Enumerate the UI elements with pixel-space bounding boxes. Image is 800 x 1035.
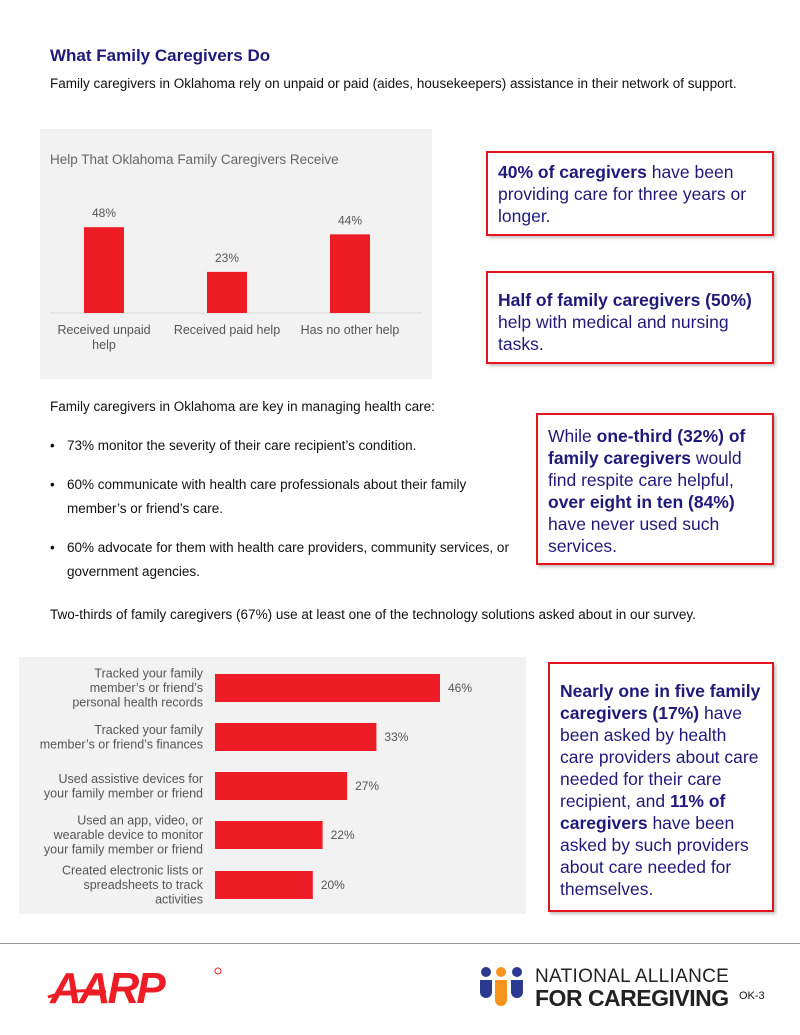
bullet-marker: • [50,540,55,555]
callout-bold-text: 40% of caregivers [498,162,647,182]
callout-bold-text: Nearly one in five family caregivers (17%) [560,681,761,723]
category-label: Received unpaid [57,323,151,337]
callout-text: have been asked by health care providers about care needed for their care recipient, and [560,703,759,811]
bar [215,871,313,899]
technology-use-chart-svg [19,657,526,914]
help-received-chart-svg [40,129,432,379]
category-label: spreadsheets to track [83,878,203,892]
footer-divider [0,943,800,944]
category-label: your family member or friend [43,786,203,801]
category-label: Received paid help [173,323,281,337]
aarp-logo-wordmark: AARP [50,965,163,1009]
list-item-text: 60% advocate for them with health care providers, community services, or government agencies. [67,540,509,579]
page-id: OK-3 [739,990,765,1002]
list-item [50,473,510,521]
bar [215,821,323,849]
bar [330,234,370,313]
callout-text: have been asked by such providers about care needed for themselves. [560,813,749,899]
technology-use-chart [19,657,526,914]
category-label: Tracked your family [94,722,203,737]
bar [215,723,376,751]
intro-paragraph: Family caregivers in Oklahoma rely on unpaid or paid (aides, housekeepers) assistance in their network of support. [50,76,737,91]
category-label: Has no other help [300,323,400,337]
nac-logo-line2: FOR CAREGIVING [535,985,729,1011]
list-item-text: 60% communicate with health care professionals about their family member’s or friend’s care. [67,477,467,516]
health-care-lead: Family caregivers in Oklahoma are key in managing health care: [50,399,435,414]
callout-text: have never used such services. [548,514,720,556]
chart-title: Help That Oklahoma Family Caregivers Receive [50,152,339,167]
category-label: activities [155,892,203,907]
callout-bold-text: Half of family caregivers (50%) [498,290,752,310]
data-label: 20% [320,878,345,892]
category-label: personal health records [72,695,203,710]
callout-bold-text: one-third (32%) of family caregivers [548,426,746,468]
page-title: What Family Caregivers Do [50,46,271,65]
registered-mark-icon [215,968,221,974]
category-label: Tracked your family [94,666,203,681]
callout-text: would find respite care helpful, [548,448,742,490]
data-label: 48% [91,206,117,221]
data-label: 46% [448,681,473,695]
help-received-chart [40,129,432,379]
callout-text: While [548,426,597,446]
callout-bold-text: over eight in ten (84%) [548,492,735,512]
list-item-text: 73% monitor the severity of their care recipient’s condition. [67,438,417,453]
aarp-logo [46,965,226,1009]
bar [215,674,440,702]
nac-logo-line1: NATIONAL ALLIANCE [535,966,730,987]
technology-lead: Two-thirds of family caregivers (67%) use at least one of the technology solutions asked about in our survey. [50,607,696,622]
category-label: your family member or friend [43,842,203,857]
category-label: Created electronic lists or [61,863,203,878]
list-item [50,434,510,458]
data-label: 23% [214,250,240,265]
bar [84,227,124,313]
category-label: wearable device to monitor [53,828,203,842]
category-label: member’s or friend’s finances [39,737,203,752]
callout-years-of-care [486,151,774,236]
category-label: member’s or friend’s [89,681,203,695]
category-label: Used assistive devices for [58,771,203,786]
data-label: 22% [330,828,355,842]
callout-text: help with medical and nursing tasks. [498,312,729,354]
bar [215,772,347,800]
data-label: 27% [355,779,380,793]
callout-text: have been providing care for three years or longer. [498,162,747,226]
data-label: 33% [384,730,409,744]
callout-asked-by-providers [548,662,774,912]
data-label: 44% [337,213,363,228]
callout-respite-care [536,413,774,565]
list-item [50,536,510,584]
nac-people-icon [479,966,529,1008]
category-label: help [92,338,116,352]
callout-medical-tasks [486,271,774,364]
bullet-marker: • [50,438,55,453]
category-label: Used an app, video, or [77,813,203,828]
bullet-marker: • [50,477,55,492]
callout-bold-text: 11% of caregivers [560,791,726,833]
bar [207,272,247,313]
